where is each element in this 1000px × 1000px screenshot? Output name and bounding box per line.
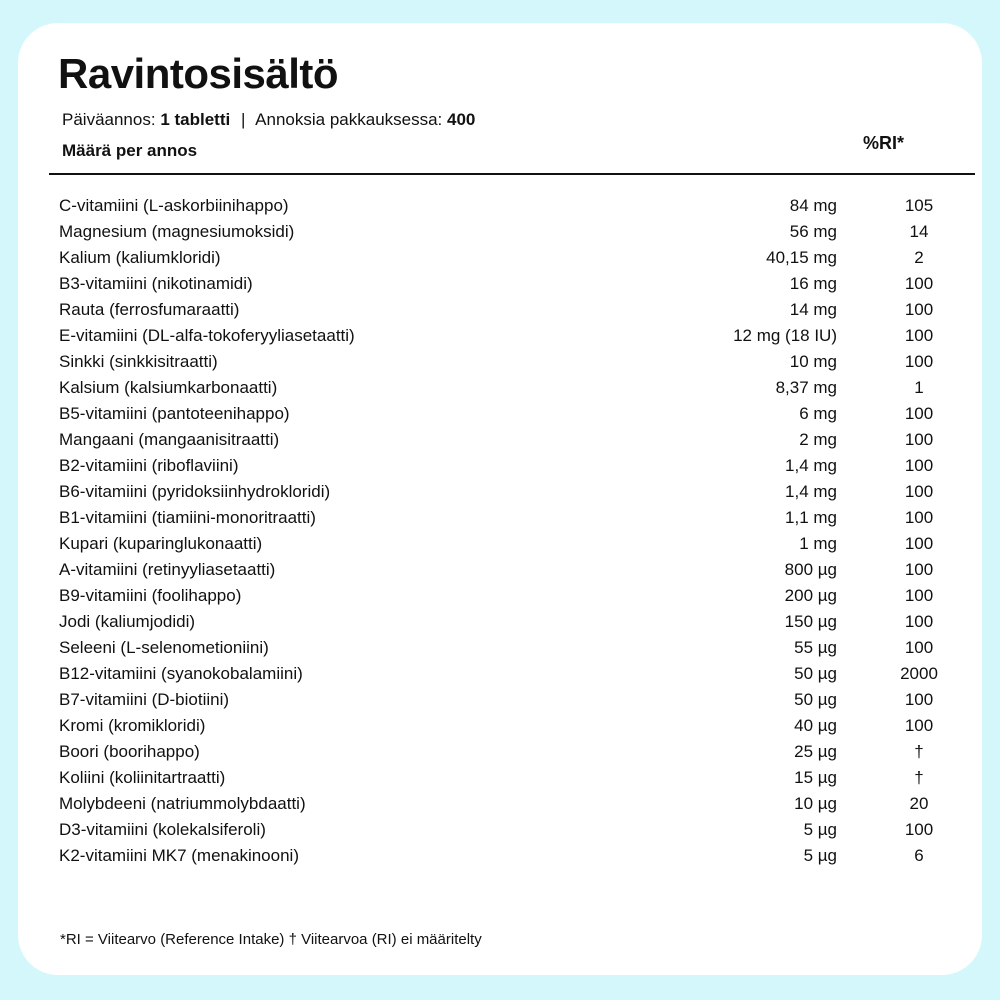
nutrient-name: B3-vitamiini (nikotinamidi) [59,274,253,293]
nutrient-row [59,401,959,427]
nutrient-ri: 100 [904,456,934,475]
nutrient-name: Boori (boorihappo) [59,742,200,761]
nutrient-name: B2-vitamiini (riboflaviini) [59,456,239,475]
nutrient-amount: 50 µg [794,664,837,683]
amount-per-serving-header: Määrä per annos [62,141,198,160]
nutrient-name: B9-vitamiini (foolihappo) [59,586,242,605]
nutrient-ri: 100 [904,430,934,449]
nutrient-ri: 100 [904,586,934,605]
nutrient-amount: 2 mg [799,430,837,449]
nutrient-name: B7-vitamiini (D-biotiini) [59,690,230,709]
nutrient-row [59,635,959,661]
nutrient-name: K2-vitamiini MK7 (menakinooni) [59,846,299,865]
nutrient-amount: 5 µg [803,820,837,839]
nutrient-amount: 40 µg [794,716,837,735]
nutrient-name: Molybdeeni (natriummolybdaatti) [59,794,306,813]
nutrient-amount: 10 µg [794,794,837,813]
nutrient-ri: 100 [904,274,934,293]
nutrient-ri: 100 [904,612,934,631]
nutrient-name: D3-vitamiini (kolekalsiferoli) [59,820,266,839]
nutrient-row [59,271,959,297]
nutrient-row [59,349,959,375]
nutrient-ri: 6 [914,846,924,865]
nutrient-amount: 55 µg [794,638,837,657]
nutrient-amount: 6 mg [799,404,837,423]
nutrient-ri: 1 [914,378,924,397]
nutrient-row [59,817,959,843]
nutrient-name: A-vitamiini (retinyyliasetaatti) [59,560,276,579]
nutrient-row [59,453,959,479]
nutrient-row [59,557,959,583]
nutrient-row [59,661,959,687]
nutrient-amount: 200 µg [784,586,837,605]
nutrient-name: Jodi (kaliumjodidi) [59,612,196,631]
daily-serving-value: 1 tabletti [160,110,231,129]
nutrient-amount: 1,4 mg [785,456,837,475]
nutrient-ri: 100 [904,560,934,579]
nutrient-name: Sinkki (sinkkisitraatti) [59,352,218,371]
nutrient-row [59,375,959,401]
serving-separator: | [240,110,246,129]
nutrient-name: Mangaani (mangaanisitraatti) [59,430,280,449]
nutrient-amount: 50 µg [794,690,837,709]
nutrient-row [59,843,959,869]
nutrient-ri: 105 [904,196,934,215]
nutrient-amount: 16 mg [789,274,837,293]
nutrient-amount: 1 mg [799,534,837,553]
nutrient-name: Koliini (koliinitartraatti) [59,768,226,787]
nutrient-amount: 8,37 mg [775,378,837,397]
nutrition-facts-card [18,23,982,975]
nutrient-ri: 100 [904,404,934,423]
nutrient-ri: 100 [904,300,934,319]
nutrient-name: B6-vitamiini (pyridoksiinhydrokloridi) [59,482,331,501]
nutrient-amount: 1,4 mg [785,482,837,501]
nutrient-ri: 100 [904,690,934,709]
nutrient-row [59,297,959,323]
nutrient-amount: 56 mg [789,222,837,241]
nutrient-amount: 800 µg [784,560,837,579]
nutrient-name: Seleeni (L-selenometioniini) [59,638,269,657]
nutrient-name: Rauta (ferrosfumaraatti) [59,300,240,319]
servings-per-package-label: Annoksia pakkauksessa: [255,110,443,129]
nutrient-row [59,219,959,245]
nutrient-ri: † [914,768,924,787]
nutrient-amount: 40,15 mg [766,248,837,267]
nutrient-table [59,193,959,869]
nutrient-row [59,713,959,739]
nutrient-ri: 100 [904,352,934,371]
nutrient-ri: 14 [909,222,929,241]
nutrient-name: B12-vitamiini (syanokobalamiini) [59,664,303,683]
nutrient-ri: 100 [904,820,934,839]
nutrient-row [59,583,959,609]
header-divider [49,173,975,175]
daily-serving-label: Päiväannos: [62,110,156,129]
nutrient-amount: 84 mg [789,196,837,215]
nutrient-name: C-vitamiini (L-askorbiinihappo) [59,196,289,215]
nutrient-amount: 10 mg [789,352,837,371]
nutrient-name: Kupari (kuparinglukonaatti) [59,534,263,553]
nutrient-ri: 2000 [900,664,938,683]
nutrient-ri: 100 [904,534,934,553]
nutrient-name: B1-vitamiini (tiamiini-monoritraatti) [59,508,316,527]
nutrient-ri: 100 [904,716,934,735]
nutrient-row [59,323,959,349]
nutrient-name: Kalsium (kalsiumkarbonaatti) [59,378,278,397]
nutrient-ri: 100 [904,482,934,501]
nutrient-amount: 1,1 mg [785,508,837,527]
nutrient-row [59,245,959,271]
nutrient-row [59,479,959,505]
nutrient-name: E-vitamiini (DL-alfa-tokoferyyliasetaatti) [59,326,355,345]
nutrient-amount: 5 µg [803,846,837,865]
nutrient-name: B5-vitamiini (pantoteenihappo) [59,404,290,423]
nutrient-row [59,791,959,817]
page-title: Ravintosisältö [58,50,339,97]
nutrient-row [59,765,959,791]
servings-per-package-value: 400 [447,110,476,129]
nutrient-ri: † [914,742,924,761]
nutrient-row [59,609,959,635]
nutrient-row [59,505,959,531]
nutrient-name: Kromi (kromikloridi) [59,716,206,735]
ri-column-header: %RI* [863,133,905,153]
nutrient-row [59,427,959,453]
nutrient-ri: 100 [904,326,934,345]
nutrient-ri: 2 [914,248,924,267]
nutrient-amount: 12 mg (18 IU) [733,326,837,345]
nutrient-ri: 100 [904,638,934,657]
nutrient-name: Kalium (kaliumkloridi) [59,248,221,267]
nutrient-ri: 100 [904,508,934,527]
footnote: *RI = Viitearvo (Reference Intake) † Viitearvoa (RI) ei määritelty [60,931,482,948]
nutrient-name: Magnesium (magnesiumoksidi) [59,222,295,241]
nutrient-row [59,687,959,713]
nutrient-amount: 25 µg [794,742,837,761]
nutrient-row [59,193,959,219]
nutrient-row [59,739,959,765]
nutrient-amount: 14 mg [789,300,837,319]
serving-info [62,109,475,131]
nutrient-row [59,531,959,557]
nutrient-amount: 150 µg [784,612,837,631]
nutrient-ri: 20 [909,794,929,813]
nutrient-amount: 15 µg [794,768,837,787]
